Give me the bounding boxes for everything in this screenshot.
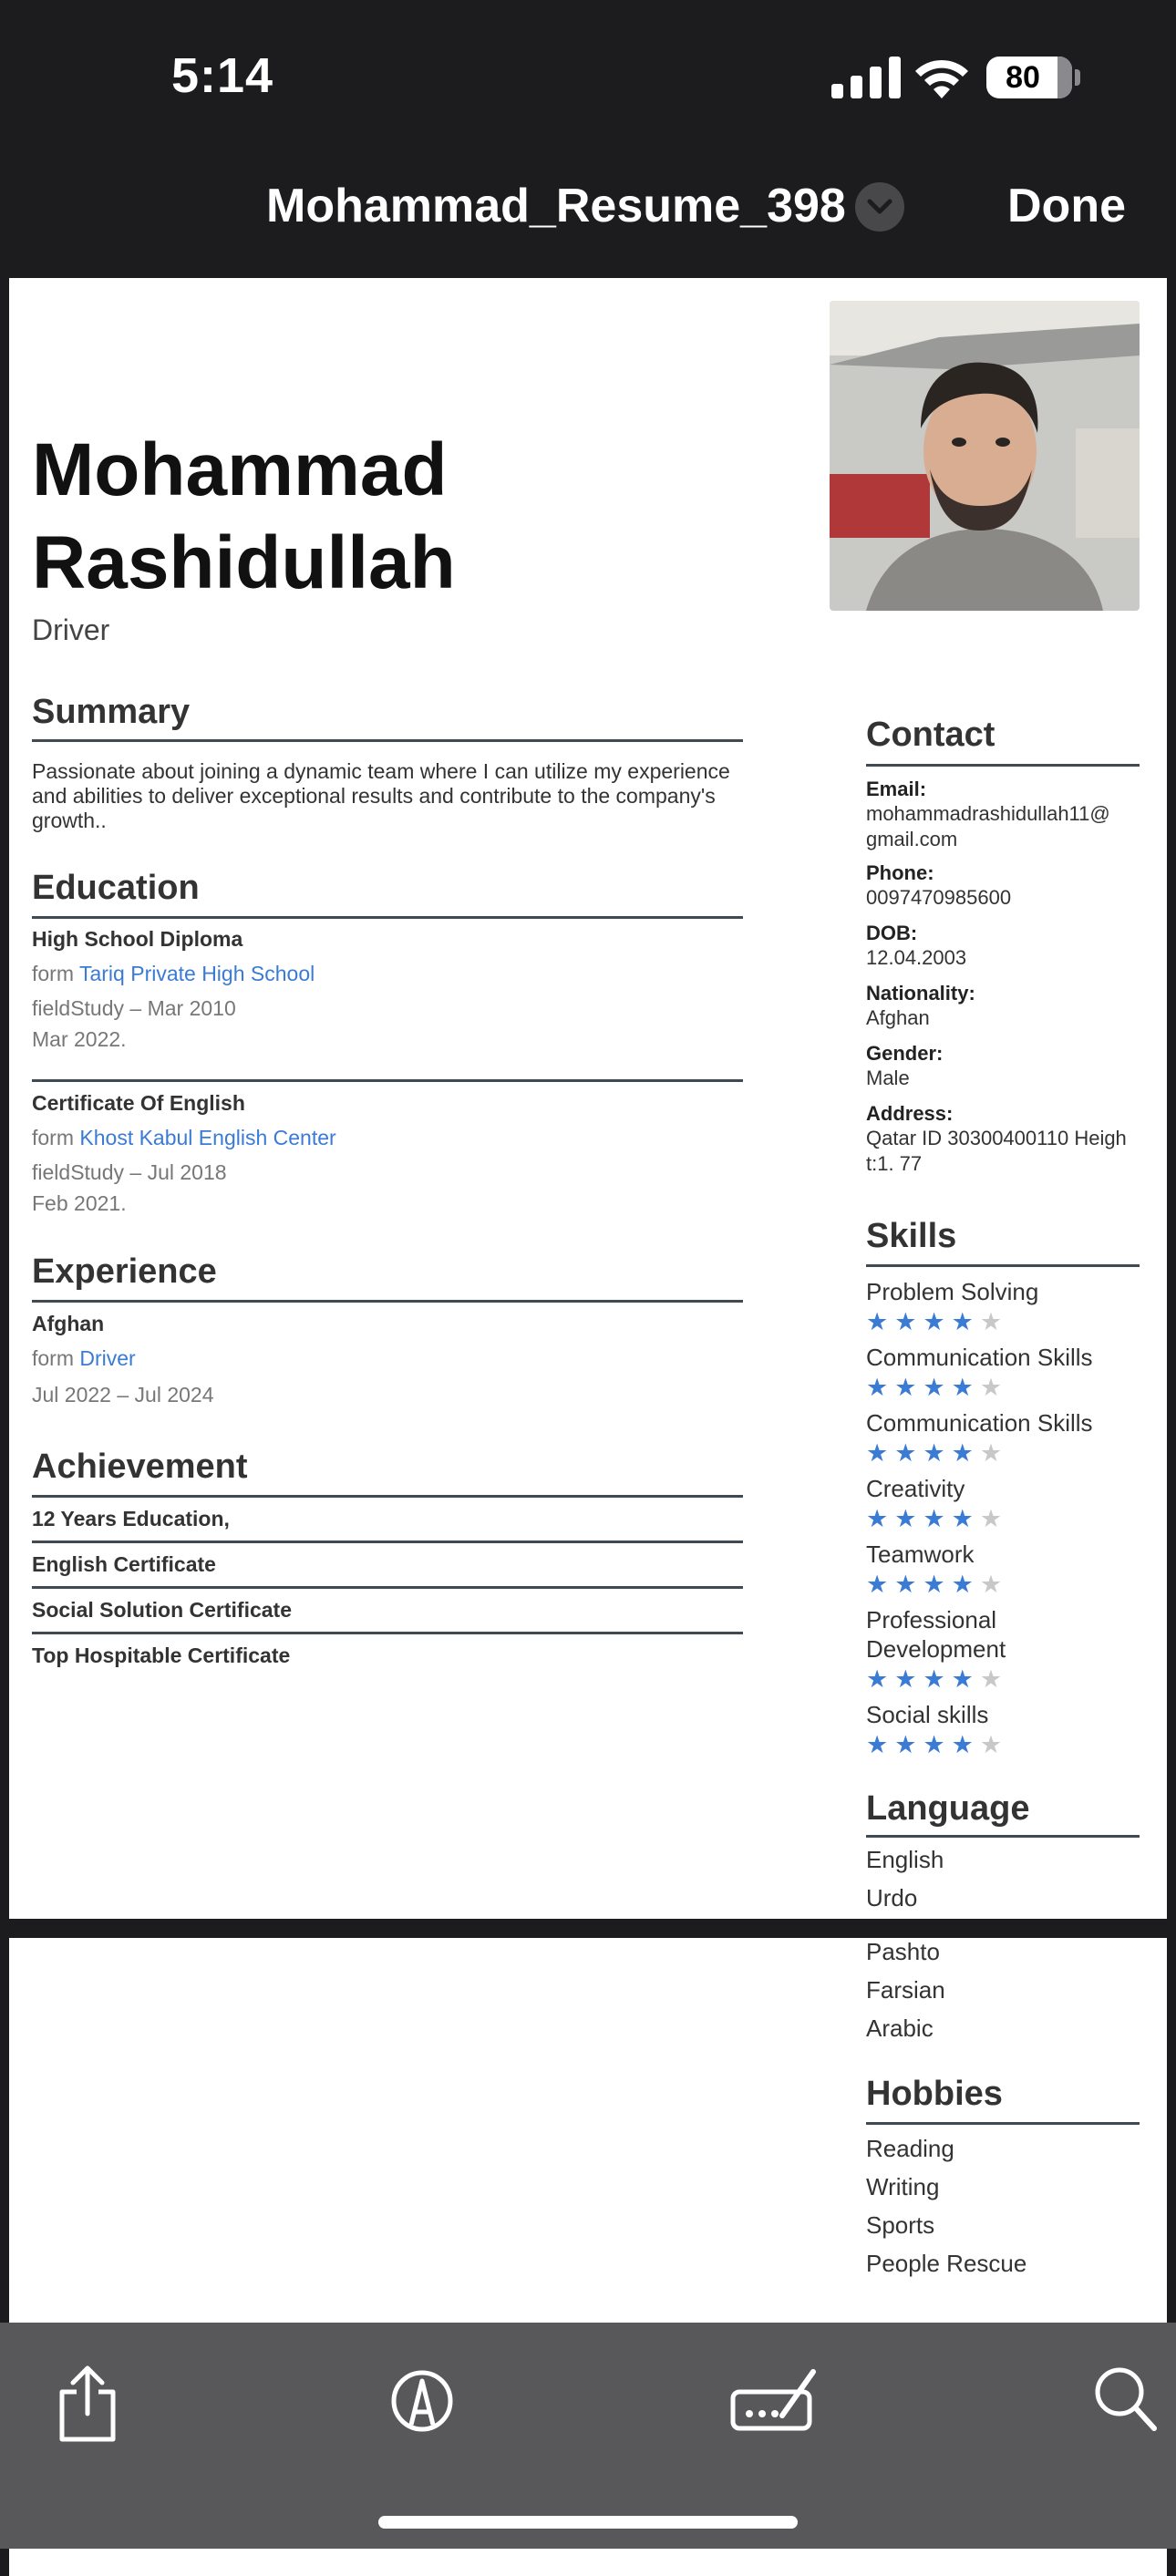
education-item-end: Feb 2021.: [32, 1191, 127, 1215]
skill-name-line: Teamwork: [866, 1540, 975, 1568]
experience-item-company: [32, 1346, 136, 1371]
skill-rating-stars: [866, 1665, 1008, 1694]
resume-name: [32, 424, 456, 610]
star-filled-icon: ★: [894, 1439, 923, 1467]
language-item: English: [866, 1846, 944, 1873]
name-line-2: Rashidullah: [32, 521, 456, 604]
star-filled-icon: ★: [951, 1308, 980, 1335]
from-label: form: [32, 962, 74, 985]
achievement-divider: [32, 1495, 743, 1498]
education-item-title: High School Diploma: [32, 927, 243, 951]
skill-rating-stars: [866, 1374, 1008, 1402]
summary-text: Passionate about joining a dynamic team where I can utilize my experience and abilities to deliver exceptional results and contribute to the company's growth..: [32, 759, 730, 832]
from-label: form: [32, 1126, 74, 1149]
company-link[interactable]: Driver: [79, 1346, 136, 1370]
star-filled-icon: ★: [894, 1571, 923, 1598]
education-item-school: [32, 1126, 336, 1150]
hobby-item: Sports: [866, 2211, 935, 2239]
chevron-down-icon[interactable]: [855, 182, 904, 232]
address-label: Address:: [866, 1102, 954, 1125]
battery-cap: [1075, 69, 1080, 86]
star-filled-icon: ★: [951, 1374, 980, 1401]
star-filled-icon: ★: [923, 1439, 952, 1467]
hobbies-heading: Hobbies: [866, 2075, 1003, 2113]
experience-item-title: Afghan: [32, 1312, 105, 1335]
skill-rating-stars: [866, 1308, 1008, 1336]
education-item-dates: fieldStudy – Mar 2010: [32, 996, 236, 1020]
resume-page-1[interactable]: [9, 278, 1167, 1919]
status-bar: [0, 0, 1176, 232]
skills-divider: [866, 1264, 1140, 1267]
star-filled-icon: ★: [866, 1374, 895, 1401]
skill-name-line: Development: [866, 1635, 1006, 1663]
status-time: 5:14: [171, 48, 274, 103]
star-empty-icon: ★: [979, 1731, 1009, 1758]
signature-icon[interactable]: [729, 2365, 820, 2442]
achievement-item-divider: [32, 1540, 743, 1543]
email-label: Email:: [866, 778, 927, 800]
experience-heading: Experience: [32, 1252, 217, 1291]
experience-item-dates: Jul 2022 – Jul 2024: [32, 1383, 214, 1406]
share-icon[interactable]: [55, 2365, 120, 2447]
language-item: Urdo: [866, 1884, 918, 1911]
summary-divider: [32, 739, 743, 742]
education-item-dates: fieldStudy – Jul 2018: [32, 1160, 227, 1184]
star-empty-icon: ★: [979, 1505, 1009, 1532]
language-item: Arabic: [866, 2014, 934, 2042]
experience-divider: [32, 1300, 743, 1303]
language-divider: [866, 1835, 1140, 1838]
language-heading: Language: [866, 1789, 1030, 1828]
hobby-item: Reading: [866, 2135, 954, 2162]
name-line-1: Mohammad: [32, 428, 448, 511]
profile-photo: [830, 301, 1140, 611]
star-filled-icon: ★: [951, 1505, 980, 1532]
skill-name-line: Problem Solving: [866, 1278, 1039, 1305]
star-empty-icon: ★: [979, 1571, 1009, 1598]
achievement-item: 12 Years Education,: [32, 1507, 230, 1530]
email-line-2: gmail.com: [866, 828, 958, 850]
education-divider: [32, 916, 743, 919]
nationality-value: Afghan: [866, 1006, 930, 1029]
achievement-heading: Achievement: [32, 1448, 248, 1486]
skill-name-line: Social skills: [866, 1701, 989, 1728]
hobby-item: People Rescue: [866, 2250, 1027, 2277]
address-value: [866, 1126, 1149, 1177]
education-heading: Education: [32, 869, 200, 907]
star-filled-icon: ★: [866, 1439, 895, 1467]
school-link[interactable]: Khost Kabul English Center: [79, 1126, 336, 1149]
wifi-icon: [912, 55, 972, 103]
star-filled-icon: ★: [923, 1505, 952, 1532]
star-filled-icon: ★: [894, 1374, 923, 1401]
skill-rating-stars: [866, 1571, 1008, 1599]
education-item-title: Certificate Of English: [32, 1091, 245, 1115]
star-filled-icon: ★: [894, 1308, 923, 1335]
star-filled-icon: ★: [923, 1665, 952, 1693]
phone-value[interactable]: 0097470985600: [866, 886, 1012, 909]
language-item: Farsian: [866, 1976, 945, 2004]
star-empty-icon: ★: [979, 1439, 1009, 1467]
battery-percentage: 80: [1006, 60, 1040, 95]
star-filled-icon: ★: [866, 1571, 895, 1598]
achievement-item: Top Hospitable Certificate: [32, 1643, 291, 1667]
achievement-item: Social Solution Certificate: [32, 1598, 292, 1622]
skill-name: [866, 1700, 1149, 1729]
contact-heading: Contact: [866, 716, 995, 754]
skill-name: [866, 1474, 1149, 1503]
bottom-toolbar: [0, 2323, 1176, 2549]
skill-name-line: Professional: [866, 1606, 997, 1633]
home-indicator[interactable]: [378, 2516, 798, 2529]
skill-name: [866, 1343, 1149, 1372]
skill-name: [866, 1408, 1149, 1437]
education-item-end: Mar 2022.: [32, 1027, 127, 1051]
star-empty-icon: ★: [979, 1308, 1009, 1335]
markup-icon[interactable]: [390, 2365, 454, 2442]
skill-name-line: Communication Skills: [866, 1409, 1093, 1437]
done-button[interactable]: Done: [1007, 180, 1126, 232]
star-filled-icon: ★: [894, 1505, 923, 1532]
star-filled-icon: ★: [866, 1731, 895, 1758]
star-filled-icon: ★: [894, 1665, 923, 1693]
star-filled-icon: ★: [923, 1731, 952, 1758]
star-filled-icon: ★: [951, 1665, 980, 1693]
language-item: Pashto: [866, 1938, 940, 1965]
gender-value: Male: [866, 1066, 910, 1089]
star-empty-icon: ★: [979, 1374, 1009, 1401]
from-label: form: [32, 1346, 74, 1370]
skills-heading: Skills: [866, 1217, 957, 1255]
skill-name: [866, 1540, 1149, 1569]
star-empty-icon: ★: [979, 1665, 1009, 1693]
skill-name-line: Communication Skills: [866, 1344, 1093, 1371]
star-filled-icon: ★: [951, 1731, 980, 1758]
star-filled-icon: ★: [866, 1308, 895, 1335]
skill-name: [866, 1277, 1149, 1306]
phone-label: Phone:: [866, 861, 934, 884]
star-filled-icon: ★: [866, 1505, 895, 1532]
school-link[interactable]: Tariq Private High School: [78, 962, 315, 985]
hobbies-divider: [866, 2122, 1140, 2125]
summary-heading: Summary: [32, 693, 191, 731]
education-item-divider: [32, 1079, 743, 1082]
nationality-label: Nationality:: [866, 982, 975, 1005]
star-filled-icon: ★: [951, 1439, 980, 1467]
cellular-signal-icon: [831, 57, 903, 103]
search-icon[interactable]: [1092, 2365, 1158, 2437]
document-title[interactable]: Mohammad_Resume_398: [266, 180, 846, 232]
skill-rating-stars: [866, 1731, 1008, 1759]
achievement-item: English Certificate: [32, 1552, 216, 1576]
achievement-item-divider: [32, 1586, 743, 1589]
skill-name-line: Creativity: [866, 1475, 965, 1502]
job-role: Driver: [32, 613, 110, 646]
education-item-school: [32, 962, 315, 986]
star-filled-icon: ★: [951, 1571, 980, 1598]
email-value[interactable]: [866, 801, 1149, 852]
dob-label: DOB:: [866, 922, 918, 944]
email-line-1: mohammadrashidullah11@: [866, 802, 1110, 825]
address-line-2: t:1. 77: [866, 1152, 923, 1175]
dob-value: 12.04.2003: [866, 946, 967, 969]
gender-label: Gender:: [866, 1042, 944, 1065]
skill-name: [866, 1605, 1149, 1664]
hobby-item: Writing: [866, 2173, 940, 2200]
contact-divider: [866, 764, 1140, 767]
achievement-item-divider: [32, 1632, 743, 1634]
star-filled-icon: ★: [866, 1665, 895, 1693]
skill-rating-stars: [866, 1439, 1008, 1468]
battery-icon: [986, 57, 1072, 98]
star-filled-icon: ★: [923, 1308, 952, 1335]
star-filled-icon: ★: [923, 1571, 952, 1598]
skill-rating-stars: [866, 1505, 1008, 1533]
address-line-1: Qatar ID 30300400110 Heigh: [866, 1127, 1127, 1149]
star-filled-icon: ★: [894, 1731, 923, 1758]
star-filled-icon: ★: [923, 1374, 952, 1401]
